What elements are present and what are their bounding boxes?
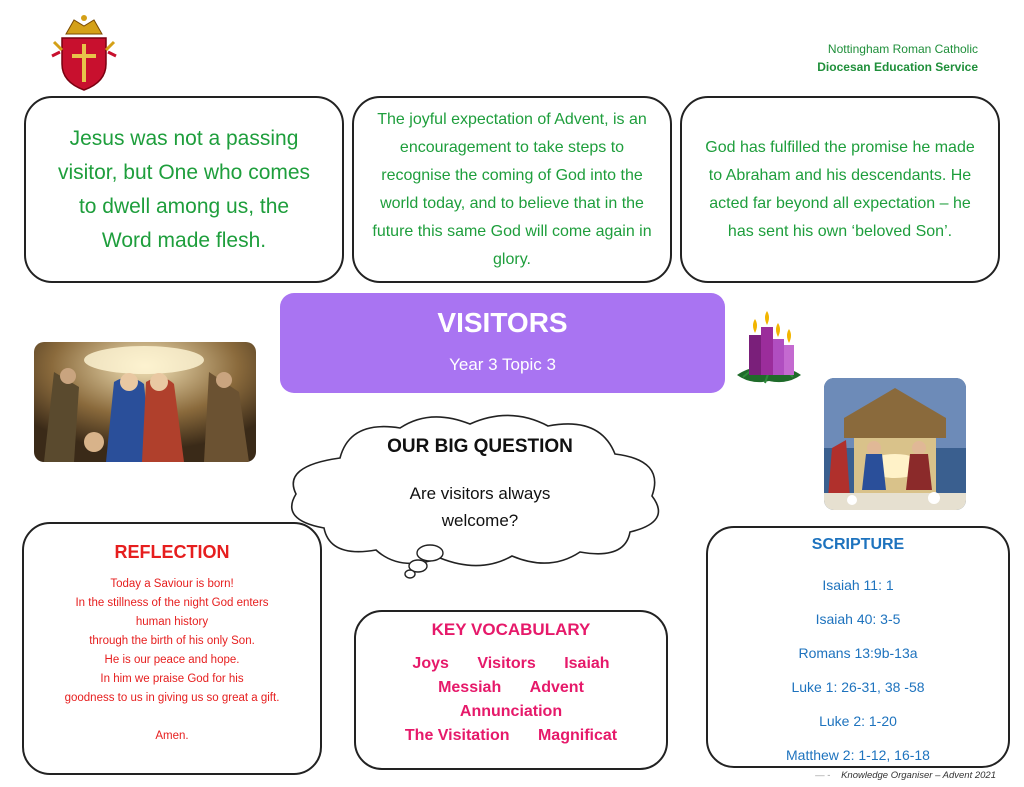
footer-text: Knowledge Organiser – Advent 2021	[841, 770, 996, 781]
scripture-ref: Isaiah 11: 1	[822, 577, 894, 593]
reflection-box	[22, 522, 322, 775]
key-vocabulary-box	[354, 610, 668, 770]
big-question-line-2: welcome?	[441, 511, 519, 530]
topic-title-panel	[280, 293, 725, 393]
quote-text: The joyful expectation of Advent, is an encouragement to take steps to recognise the coming of God into the world today, and to believe that in the future this same God will come again in glory.	[372, 110, 652, 268]
diocese-header	[817, 40, 978, 76]
nativity-painting	[824, 378, 966, 510]
quote-text: Jesus was not a passing visitor, but One who comes to dwell among us, the Word made flesh.	[57, 126, 311, 252]
big-question-text	[330, 480, 630, 534]
scripture-ref: Romans 13:9b-13a	[798, 645, 918, 661]
reflection-line: In the stillness of the night God enters	[75, 597, 269, 609]
scripture-box	[706, 526, 1010, 768]
scripture-heading: SCRIPTURE	[811, 536, 905, 553]
vocab-word: The Visitation	[404, 727, 510, 744]
vocab-row	[426, 676, 596, 700]
reflection-line: In him we praise God for his	[100, 673, 244, 685]
reflection-line: goodness to us in giving us so great a gift.	[64, 692, 280, 704]
topic-title: VISITORS	[437, 307, 568, 338]
reflection-amen: Amen.	[155, 730, 189, 742]
vocab-row	[448, 700, 574, 724]
scripture-ref: Luke 1: 26-31, 38 -58	[791, 679, 925, 695]
visitation-painting	[34, 342, 256, 462]
scripture-ref: Matthew 2: 1-12, 16-18	[786, 747, 930, 763]
big-question-heading: OUR BIG QUESTION	[387, 436, 573, 457]
key-vocabulary-heading: KEY VOCABULARY	[431, 620, 591, 639]
scripture-ref: Isaiah 40: 3-5	[815, 611, 901, 627]
advent-candles-icon	[735, 305, 803, 390]
vocab-row	[400, 652, 621, 676]
vocab-word: Isaiah	[564, 655, 610, 672]
quote-box-advent-expectation	[352, 96, 672, 283]
diocesan-crest-icon	[48, 12, 120, 92]
vocab-word: Visitors	[477, 655, 536, 672]
reflection-line: through the birth of his only Son.	[89, 635, 255, 647]
header-line-2: Diocesan Education Service	[817, 60, 978, 74]
quote-box-word-made-flesh	[24, 96, 344, 283]
reflection-line	[170, 708, 173, 727]
topic-subtitle: Year 3 Topic 3	[449, 355, 556, 374]
footer-dashes: — -	[815, 770, 831, 781]
reflection-line: He is our peace and hope.	[104, 654, 240, 666]
vocab-word: Magnificat	[537, 727, 618, 744]
footer	[815, 770, 996, 781]
vocab-word: Annunciation	[459, 703, 563, 720]
vocab-word: Messiah	[438, 679, 502, 696]
scripture-ref: Luke 2: 1-20	[819, 713, 897, 729]
header-line-1: Nottingham Roman Catholic	[827, 42, 978, 56]
quote-box-promise-fulfilled	[680, 96, 1000, 283]
vocab-word: Joys	[412, 655, 449, 672]
vocab-word: Advent	[529, 679, 584, 696]
big-question-line-1: Are visitors always	[409, 484, 551, 503]
reflection-line: human history	[135, 616, 209, 628]
reflection-heading: REFLECTION	[114, 542, 230, 562]
quote-text: God has fulfilled the promise he made to Abraham and his descendants. He acted far beyond all expectation – he has sent his own ‘beloved Son’.	[705, 138, 975, 240]
vocab-row	[393, 724, 629, 748]
reflection-line: Today a Saviour is born!	[110, 578, 234, 590]
